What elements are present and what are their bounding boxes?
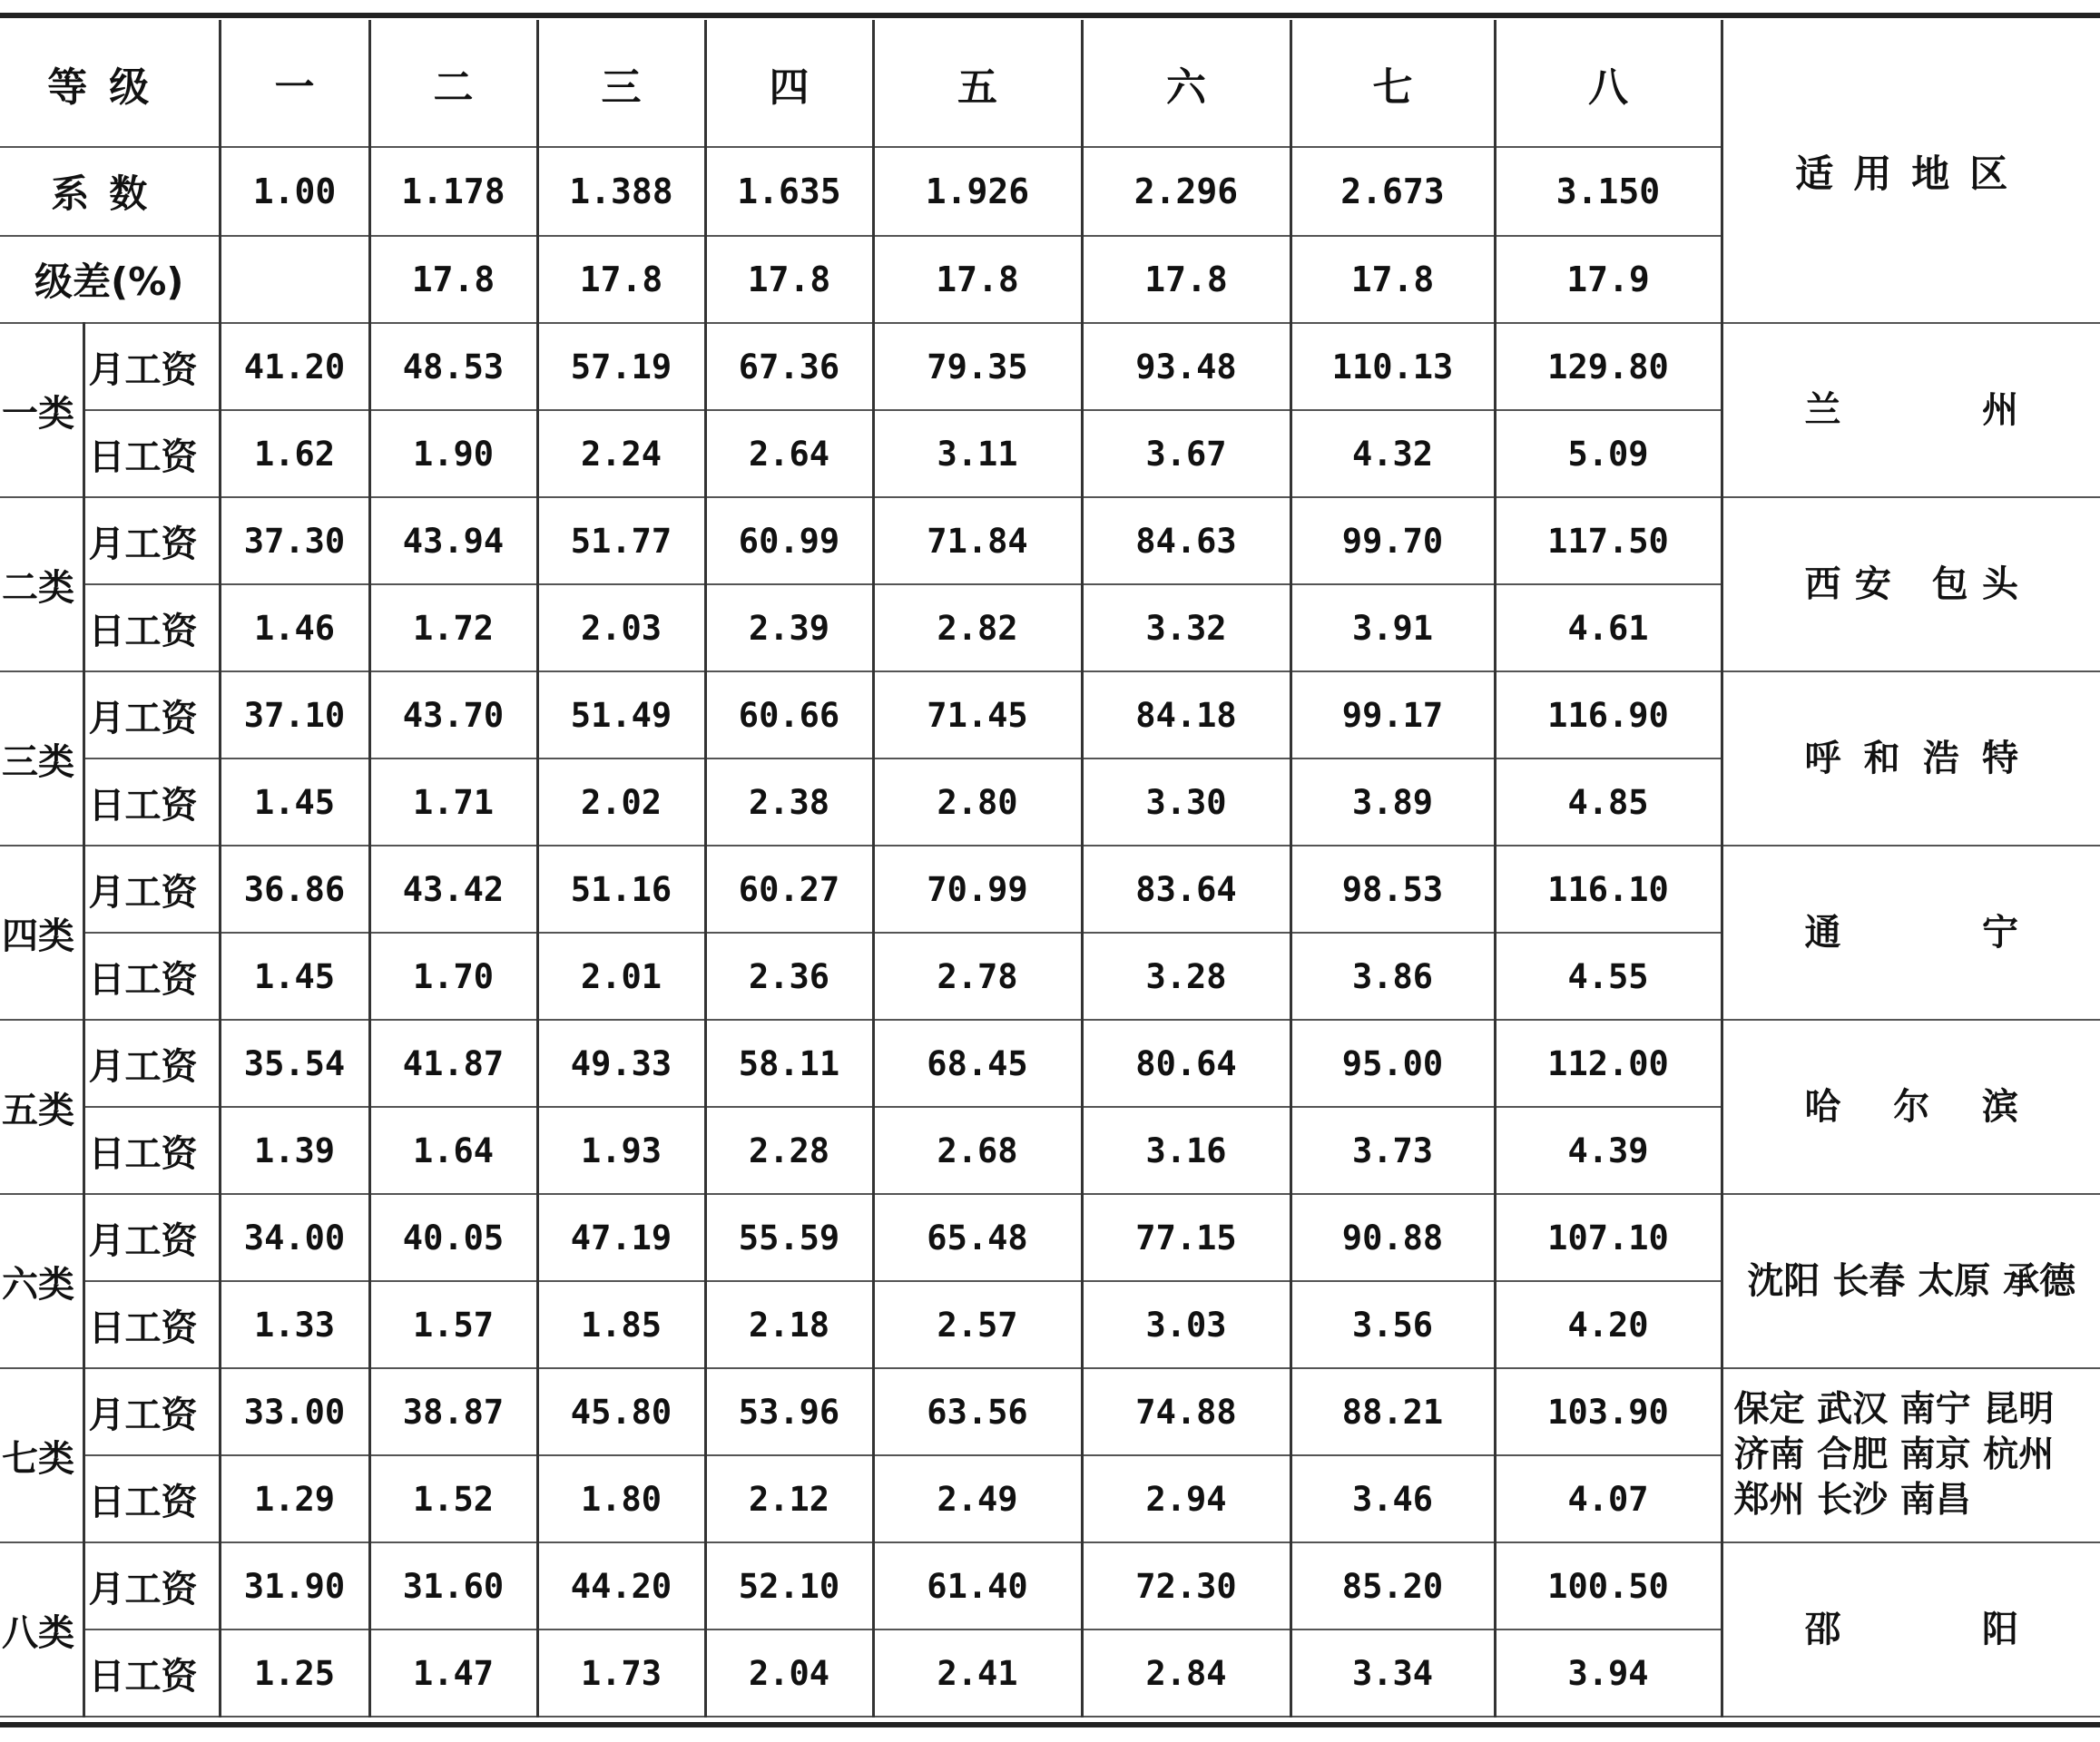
daily-wage-cell: 1.85 xyxy=(537,1281,705,1368)
monthly-wage-cell: 43.94 xyxy=(369,497,537,584)
region-cell: 通 宁 xyxy=(1722,846,2100,1020)
monthly-wage-cell: 99.17 xyxy=(1290,671,1495,758)
category-4-monthly-row xyxy=(0,846,2100,933)
daily-wage-label: 日工资 xyxy=(83,410,220,497)
monthly-wage-cell: 37.10 xyxy=(220,671,369,758)
monthly-wage-cell: 63.56 xyxy=(873,1368,1082,1455)
category-label: 六类 xyxy=(0,1194,83,1368)
grade-difference-cell xyxy=(220,236,369,323)
monthly-wage-cell: 129.80 xyxy=(1495,323,1722,410)
monthly-wage-label: 月工资 xyxy=(83,1194,220,1281)
monthly-wage-cell: 112.00 xyxy=(1495,1020,1722,1107)
monthly-wage-cell: 44.20 xyxy=(537,1542,705,1629)
bottom-rule xyxy=(0,1722,2100,1727)
monthly-wage-cell: 53.96 xyxy=(705,1368,873,1455)
grade-difference-cell: 17.8 xyxy=(1082,236,1290,323)
region-cell: 西安 包头 xyxy=(1722,497,2100,671)
monthly-wage-label: 月工资 xyxy=(83,1542,220,1629)
grade-header: 三 xyxy=(537,20,705,147)
daily-wage-label: 日工资 xyxy=(83,933,220,1020)
daily-wage-cell: 5.09 xyxy=(1495,410,1722,497)
monthly-wage-cell: 88.21 xyxy=(1290,1368,1495,1455)
monthly-wage-cell: 74.88 xyxy=(1082,1368,1290,1455)
monthly-wage-cell: 31.90 xyxy=(220,1542,369,1629)
monthly-wage-cell: 49.33 xyxy=(537,1020,705,1107)
daily-wage-cell: 2.38 xyxy=(705,758,873,846)
region-cell: 呼 和 浩 特 xyxy=(1722,671,2100,846)
monthly-wage-cell: 45.80 xyxy=(537,1368,705,1455)
region-cell: 沈阳 长春 太原 承德 xyxy=(1722,1194,2100,1368)
coefficient-cell: 2.296 xyxy=(1082,147,1290,236)
daily-wage-label: 日工资 xyxy=(83,584,220,671)
daily-wage-cell: 2.03 xyxy=(537,584,705,671)
region-header: 适用地区 xyxy=(1722,20,2100,323)
daily-wage-cell: 2.02 xyxy=(537,758,705,846)
category-label: 二类 xyxy=(0,497,83,671)
monthly-wage-cell: 110.13 xyxy=(1290,323,1495,410)
monthly-wage-cell: 61.40 xyxy=(873,1542,1082,1629)
daily-wage-cell: 4.55 xyxy=(1495,933,1722,1020)
daily-wage-label: 日工资 xyxy=(83,1107,220,1194)
category-label: 三类 xyxy=(0,671,83,846)
monthly-wage-cell: 51.16 xyxy=(537,846,705,933)
category-7-monthly-row xyxy=(0,1368,2100,1455)
monthly-wage-cell: 40.05 xyxy=(369,1194,537,1281)
daily-wage-cell: 3.91 xyxy=(1290,584,1495,671)
monthly-wage-cell: 117.50 xyxy=(1495,497,1722,584)
grade-difference-cell: 17.8 xyxy=(1290,236,1495,323)
daily-wage-cell: 3.67 xyxy=(1082,410,1290,497)
monthly-wage-cell: 51.77 xyxy=(537,497,705,584)
daily-wage-cell: 1.64 xyxy=(369,1107,537,1194)
monthly-wage-cell: 84.18 xyxy=(1082,671,1290,758)
monthly-wage-cell: 116.10 xyxy=(1495,846,1722,933)
daily-wage-cell: 4.61 xyxy=(1495,584,1722,671)
daily-wage-cell: 1.46 xyxy=(220,584,369,671)
daily-wage-label: 日工资 xyxy=(83,1455,220,1542)
coefficient-cell: 2.673 xyxy=(1290,147,1495,236)
daily-wage-cell: 2.24 xyxy=(537,410,705,497)
monthly-wage-cell: 90.88 xyxy=(1290,1194,1495,1281)
daily-wage-cell: 1.39 xyxy=(220,1107,369,1194)
monthly-wage-cell: 52.10 xyxy=(705,1542,873,1629)
coefficient-cell: 3.150 xyxy=(1495,147,1722,236)
monthly-wage-label: 月工资 xyxy=(83,323,220,410)
category-label: 八类 xyxy=(0,1542,83,1717)
monthly-wage-cell: 35.54 xyxy=(220,1020,369,1107)
monthly-wage-cell: 68.45 xyxy=(873,1020,1082,1107)
region-cell: 哈 尔 滨 xyxy=(1722,1020,2100,1194)
monthly-wage-cell: 51.49 xyxy=(537,671,705,758)
coefficient-cell: 1.635 xyxy=(705,147,873,236)
daily-wage-cell: 1.33 xyxy=(220,1281,369,1368)
daily-wage-cell: 4.39 xyxy=(1495,1107,1722,1194)
daily-wage-cell: 1.45 xyxy=(220,933,369,1020)
monthly-wage-cell: 77.15 xyxy=(1082,1194,1290,1281)
monthly-wage-cell: 85.20 xyxy=(1290,1542,1495,1629)
monthly-wage-label: 月工资 xyxy=(83,1368,220,1455)
monthly-wage-label: 月工资 xyxy=(83,1020,220,1107)
daily-wage-cell: 1.72 xyxy=(369,584,537,671)
daily-wage-cell: 3.03 xyxy=(1082,1281,1290,1368)
daily-wage-cell: 3.11 xyxy=(873,410,1082,497)
category-8-monthly-row xyxy=(0,1542,2100,1629)
coefficient-cell: 1.388 xyxy=(537,147,705,236)
daily-wage-cell: 1.57 xyxy=(369,1281,537,1368)
daily-wage-cell: 2.57 xyxy=(873,1281,1082,1368)
daily-wage-cell: 2.41 xyxy=(873,1629,1082,1717)
monthly-wage-cell: 67.36 xyxy=(705,323,873,410)
daily-wage-label: 日工资 xyxy=(83,1281,220,1368)
monthly-wage-cell: 43.70 xyxy=(369,671,537,758)
monthly-wage-cell: 55.59 xyxy=(705,1194,873,1281)
daily-wage-cell: 3.86 xyxy=(1290,933,1495,1020)
daily-wage-cell: 1.45 xyxy=(220,758,369,846)
daily-wage-cell: 4.32 xyxy=(1290,410,1495,497)
monthly-wage-cell: 60.27 xyxy=(705,846,873,933)
daily-wage-cell: 2.36 xyxy=(705,933,873,1020)
daily-wage-label: 日工资 xyxy=(83,758,220,846)
daily-wage-cell: 1.90 xyxy=(369,410,537,497)
grade-header: 五 xyxy=(873,20,1082,147)
monthly-wage-cell: 36.86 xyxy=(220,846,369,933)
daily-wage-cell: 2.04 xyxy=(705,1629,873,1717)
daily-wage-cell: 2.84 xyxy=(1082,1629,1290,1717)
region-cell: 邵 阳 xyxy=(1722,1542,2100,1717)
monthly-wage-label: 月工资 xyxy=(83,846,220,933)
monthly-wage-cell: 103.90 xyxy=(1495,1368,1722,1455)
monthly-wage-cell: 71.45 xyxy=(873,671,1082,758)
grade-difference-cell: 17.8 xyxy=(369,236,537,323)
daily-wage-cell: 3.46 xyxy=(1290,1455,1495,1542)
monthly-wage-cell: 72.30 xyxy=(1082,1542,1290,1629)
daily-wage-cell: 3.94 xyxy=(1495,1629,1722,1717)
daily-wage-cell: 1.71 xyxy=(369,758,537,846)
coefficient-cell: 1.00 xyxy=(220,147,369,236)
monthly-wage-cell: 38.87 xyxy=(369,1368,537,1455)
region-cell: 保定 武汉 南宁 昆明 济南 合肥 南京 杭州 郑州 长沙 南昌 xyxy=(1722,1368,2100,1542)
category-label: 一类 xyxy=(0,323,83,497)
daily-wage-cell: 3.30 xyxy=(1082,758,1290,846)
monthly-wage-cell: 83.64 xyxy=(1082,846,1290,933)
daily-wage-label: 日工资 xyxy=(83,1629,220,1717)
daily-wage-cell: 2.39 xyxy=(705,584,873,671)
daily-wage-cell: 1.62 xyxy=(220,410,369,497)
grade-difference-label: 级差(%) xyxy=(0,236,220,323)
monthly-wage-cell: 60.66 xyxy=(705,671,873,758)
grade-difference-cell: 17.8 xyxy=(537,236,705,323)
daily-wage-cell: 2.68 xyxy=(873,1107,1082,1194)
monthly-wage-cell: 98.53 xyxy=(1290,846,1495,933)
daily-wage-cell: 4.20 xyxy=(1495,1281,1722,1368)
daily-wage-cell: 3.32 xyxy=(1082,584,1290,671)
grade-header: 七 xyxy=(1290,20,1495,147)
daily-wage-cell: 2.49 xyxy=(873,1455,1082,1542)
daily-wage-cell: 1.52 xyxy=(369,1455,537,1542)
monthly-wage-cell: 60.99 xyxy=(705,497,873,584)
monthly-wage-cell: 70.99 xyxy=(873,846,1082,933)
monthly-wage-cell: 93.48 xyxy=(1082,323,1290,410)
monthly-wage-cell: 100.50 xyxy=(1495,1542,1722,1629)
category-1-monthly-row xyxy=(0,323,2100,410)
daily-wage-cell: 3.28 xyxy=(1082,933,1290,1020)
category-5-monthly-row xyxy=(0,1020,2100,1107)
daily-wage-cell: 1.25 xyxy=(220,1629,369,1717)
monthly-wage-cell: 34.00 xyxy=(220,1194,369,1281)
grade-row xyxy=(0,20,2100,147)
category-6-monthly-row xyxy=(0,1194,2100,1281)
grade-difference-cell: 17.9 xyxy=(1495,236,1722,323)
daily-wage-cell: 2.18 xyxy=(705,1281,873,1368)
daily-wage-cell: 3.16 xyxy=(1082,1107,1290,1194)
category-label: 五类 xyxy=(0,1020,83,1194)
grade-header: 四 xyxy=(705,20,873,147)
daily-wage-cell: 2.80 xyxy=(873,758,1082,846)
wage-table xyxy=(0,20,2100,1718)
daily-wage-cell: 1.29 xyxy=(220,1455,369,1542)
monthly-wage-cell: 48.53 xyxy=(369,323,537,410)
monthly-wage-cell: 37.30 xyxy=(220,497,369,584)
monthly-wage-cell: 33.00 xyxy=(220,1368,369,1455)
daily-wage-cell: 2.12 xyxy=(705,1455,873,1542)
region-cell: 兰 州 xyxy=(1722,323,2100,497)
daily-wage-cell: 1.47 xyxy=(369,1629,537,1717)
monthly-wage-cell: 41.87 xyxy=(369,1020,537,1107)
grade-header: 二 xyxy=(369,20,537,147)
monthly-wage-cell: 80.64 xyxy=(1082,1020,1290,1107)
coefficient-cell: 1.178 xyxy=(369,147,537,236)
monthly-wage-cell: 57.19 xyxy=(537,323,705,410)
category-3-monthly-row xyxy=(0,671,2100,758)
monthly-wage-cell: 43.42 xyxy=(369,846,537,933)
daily-wage-cell: 3.34 xyxy=(1290,1629,1495,1717)
monthly-wage-cell: 95.00 xyxy=(1290,1020,1495,1107)
daily-wage-cell: 2.94 xyxy=(1082,1455,1290,1542)
top-rule xyxy=(0,13,2100,18)
grade-difference-cell: 17.8 xyxy=(873,236,1082,323)
monthly-wage-cell: 58.11 xyxy=(705,1020,873,1107)
monthly-wage-cell: 107.10 xyxy=(1495,1194,1722,1281)
monthly-wage-cell: 99.70 xyxy=(1290,497,1495,584)
category-label: 四类 xyxy=(0,846,83,1020)
daily-wage-cell: 4.85 xyxy=(1495,758,1722,846)
monthly-wage-cell: 79.35 xyxy=(873,323,1082,410)
monthly-wage-cell: 47.19 xyxy=(537,1194,705,1281)
daily-wage-cell: 3.89 xyxy=(1290,758,1495,846)
grade-label: 等级 xyxy=(0,20,220,147)
category-label: 七类 xyxy=(0,1368,83,1542)
monthly-wage-cell: 65.48 xyxy=(873,1194,1082,1281)
grade-header: 一 xyxy=(220,20,369,147)
daily-wage-cell: 3.73 xyxy=(1290,1107,1495,1194)
monthly-wage-cell: 116.90 xyxy=(1495,671,1722,758)
category-2-monthly-row xyxy=(0,497,2100,584)
daily-wage-cell: 3.56 xyxy=(1290,1281,1495,1368)
daily-wage-cell: 1.80 xyxy=(537,1455,705,1542)
daily-wage-cell: 1.73 xyxy=(537,1629,705,1717)
daily-wage-cell: 2.28 xyxy=(705,1107,873,1194)
monthly-wage-cell: 41.20 xyxy=(220,323,369,410)
monthly-wage-label: 月工资 xyxy=(83,671,220,758)
coefficient-label: 系数 xyxy=(0,147,220,236)
monthly-wage-cell: 71.84 xyxy=(873,497,1082,584)
grade-difference-cell: 17.8 xyxy=(705,236,873,323)
monthly-wage-cell: 31.60 xyxy=(369,1542,537,1629)
grade-header: 六 xyxy=(1082,20,1290,147)
coefficient-cell: 1.926 xyxy=(873,147,1082,236)
daily-wage-cell: 4.07 xyxy=(1495,1455,1722,1542)
daily-wage-cell: 1.70 xyxy=(369,933,537,1020)
monthly-wage-cell: 84.63 xyxy=(1082,497,1290,584)
daily-wage-cell: 1.93 xyxy=(537,1107,705,1194)
daily-wage-cell: 2.78 xyxy=(873,933,1082,1020)
grade-header: 八 xyxy=(1495,20,1722,147)
daily-wage-cell: 2.82 xyxy=(873,584,1082,671)
monthly-wage-label: 月工资 xyxy=(83,497,220,584)
daily-wage-cell: 2.01 xyxy=(537,933,705,1020)
daily-wage-cell: 2.64 xyxy=(705,410,873,497)
